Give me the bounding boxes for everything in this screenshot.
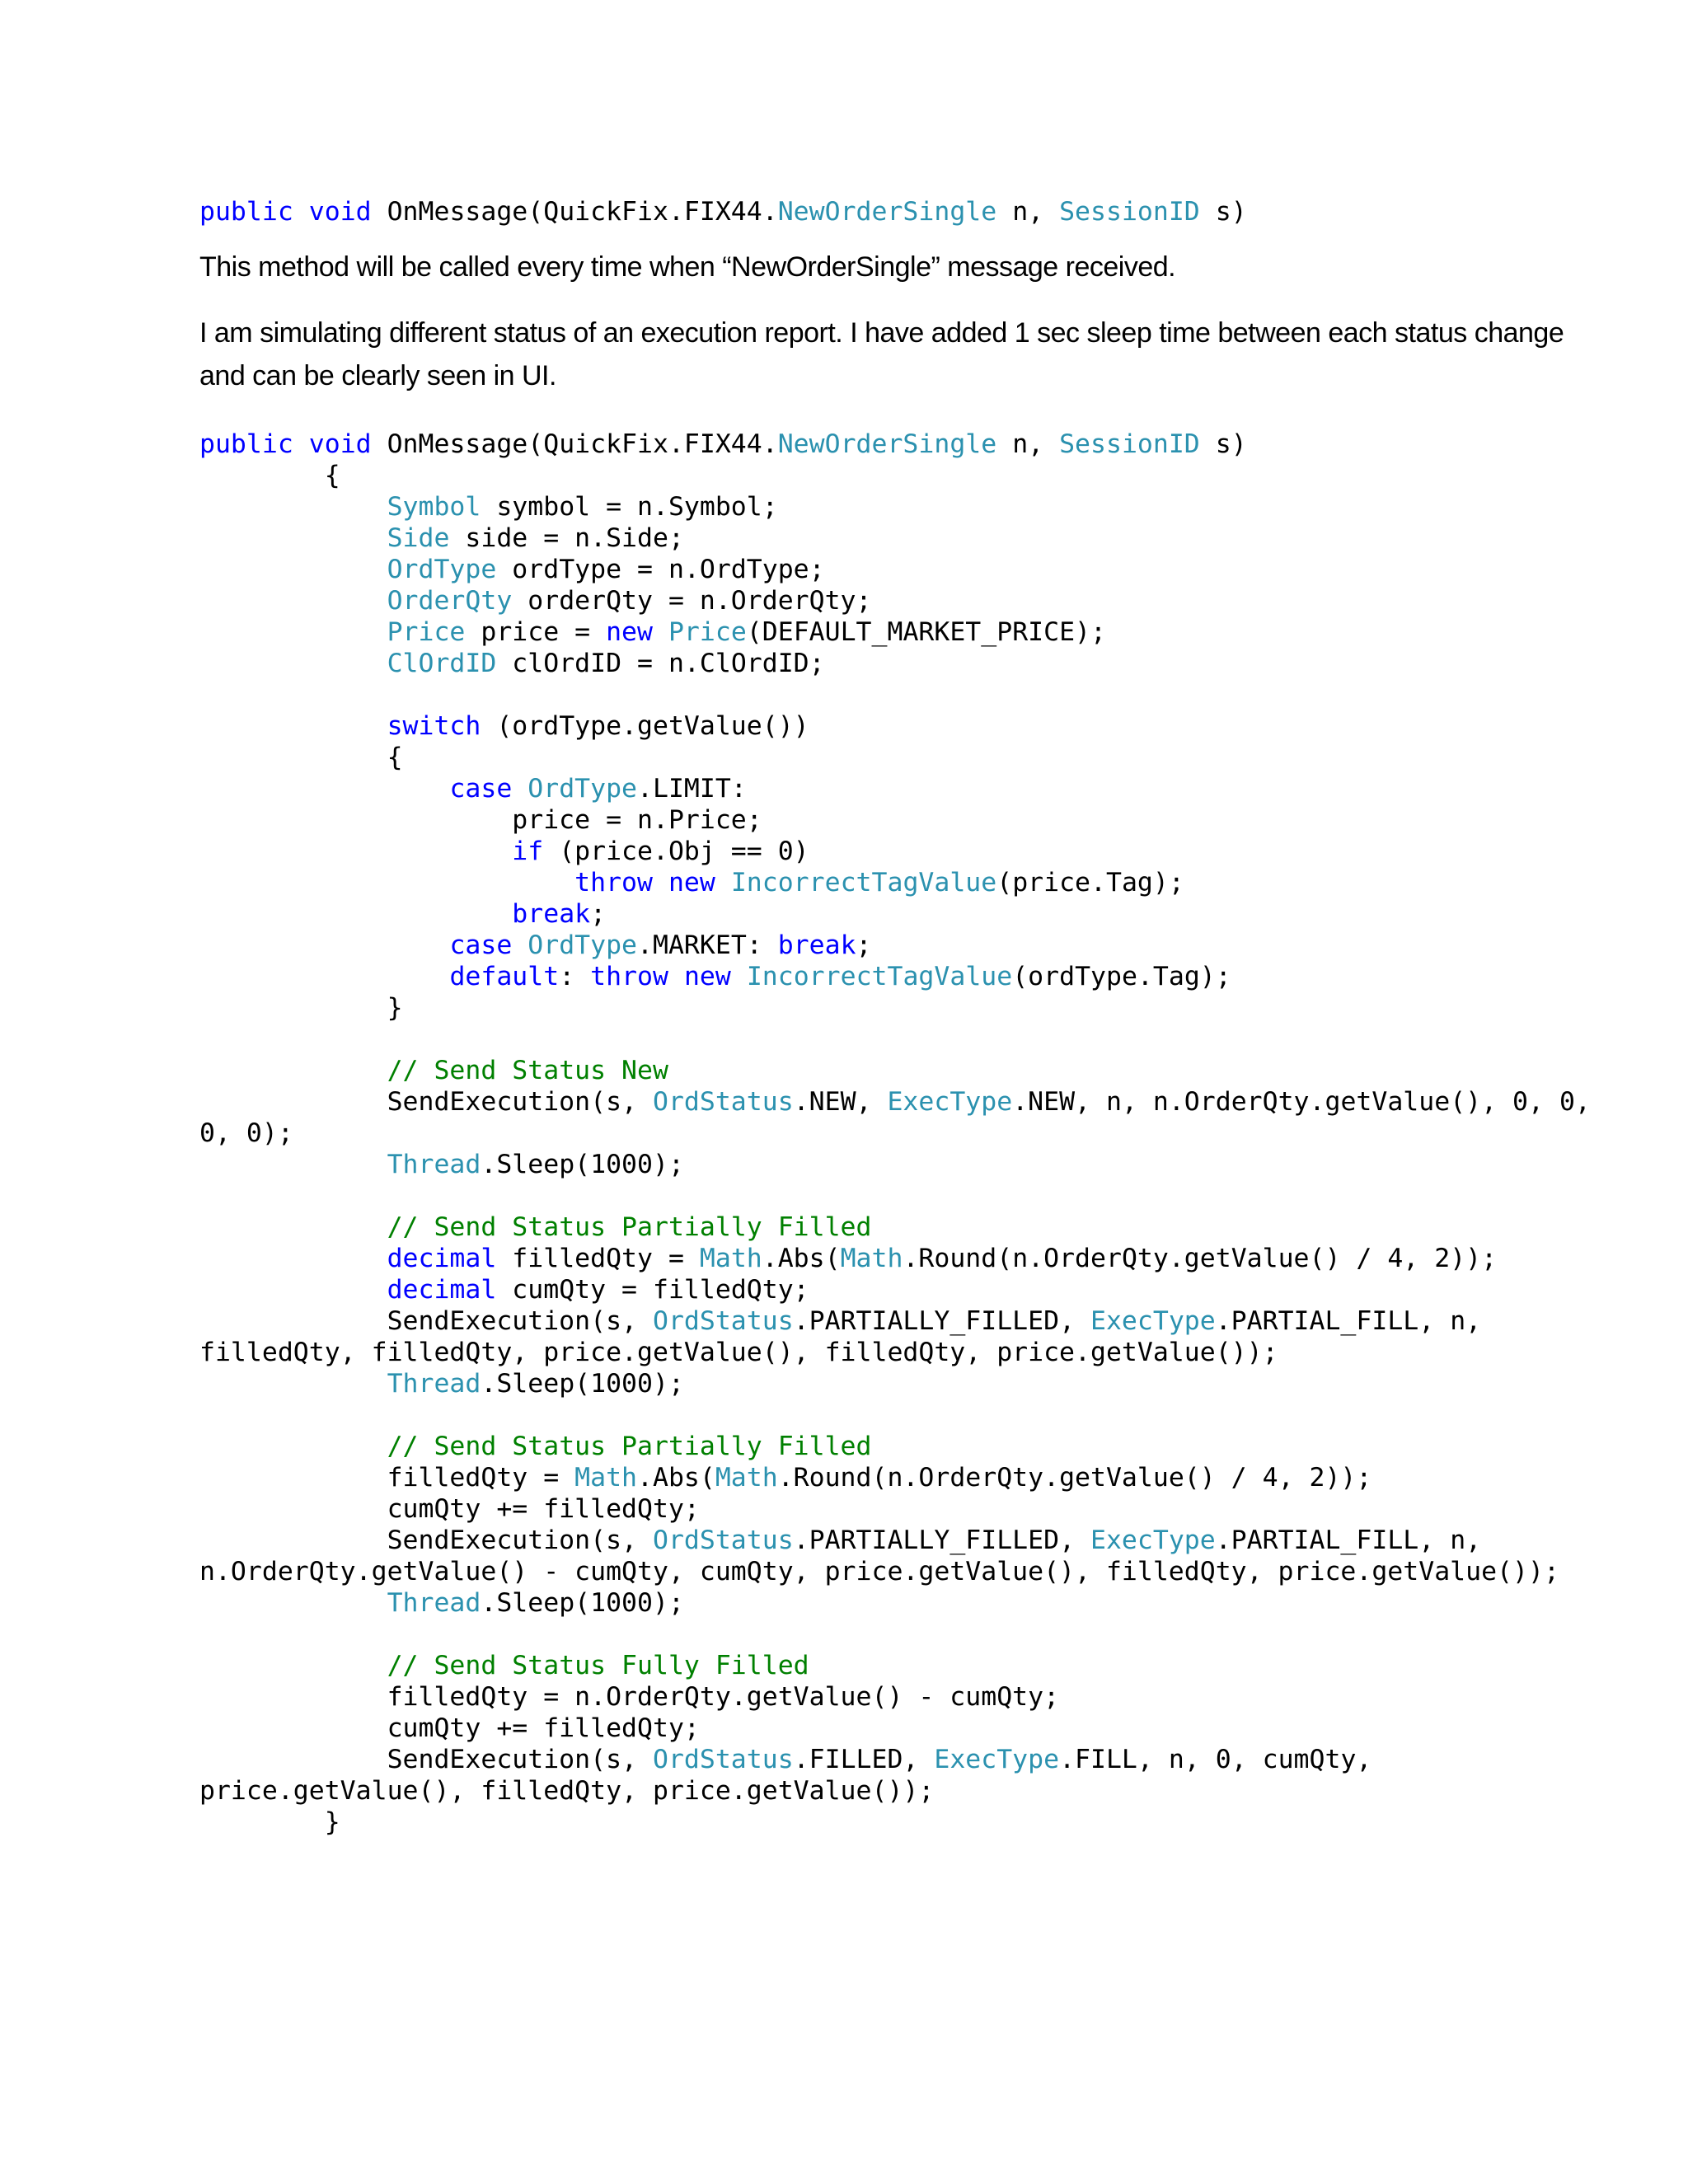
- code-line: [199, 1807, 1601, 1838]
- code-token: [199, 1244, 387, 1273]
- code-token: ordType = n.OrdType;: [496, 555, 825, 584]
- code-token: [199, 649, 387, 678]
- code-token: Math: [699, 1244, 762, 1273]
- code-token: ClOrdID: [387, 649, 497, 678]
- code-token: (DEFAULT_MARKET_PRICE);: [746, 617, 1106, 647]
- code-line: [199, 930, 1601, 961]
- code-line: [199, 804, 1601, 836]
- code-line: [199, 1212, 1601, 1243]
- code-token: cumQty += filledQty;: [199, 1494, 700, 1524]
- code-token: [199, 711, 387, 741]
- paragraph-simulation-description: I am simulating different status of an execution report. I have added 1 sec sleep time between each status change and can be clearly seen in UI.: [199, 317, 1564, 391]
- paragraph-method-description: This method will be called every time when “NewOrderSingle” message received.: [199, 251, 1176, 283]
- code-token: {: [199, 461, 340, 490]
- code-token: :: [559, 962, 591, 991]
- code-line: [199, 1493, 1601, 1525]
- code-token: OrdStatus: [652, 1087, 794, 1117]
- code-line: [199, 710, 1601, 742]
- code-token: [199, 899, 512, 929]
- code-token: orderQty = n.OrderQty;: [512, 586, 872, 616]
- code-token: [199, 962, 449, 991]
- code-token: filledQty = n.OrderQty.getValue() - cumQty;: [199, 1682, 1060, 1712]
- code-token: .FILLED,: [793, 1745, 935, 1774]
- code-token: throw: [574, 868, 653, 898]
- code-token: ExecType: [1090, 1526, 1216, 1555]
- code-line: [199, 1243, 1601, 1274]
- code-token: [199, 1056, 387, 1085]
- code-token: [199, 492, 387, 522]
- code-token: [512, 774, 528, 804]
- code-token: void: [308, 429, 372, 459]
- code-token: .Round(n.OrderQty.getValue() / 4, 2));: [903, 1244, 1498, 1273]
- code-token: [199, 1588, 387, 1618]
- code-line: [199, 1368, 1601, 1399]
- code-token: .PARTIAL_FILL, n,: [1215, 1306, 1482, 1336]
- code-line: [199, 867, 1601, 898]
- code-token: ;: [856, 930, 872, 960]
- code-token: }: [199, 993, 403, 1023]
- code-line: [199, 1525, 1601, 1556]
- code-token: OrdType: [528, 774, 638, 804]
- code-line: [199, 429, 1601, 460]
- code-token: break: [777, 930, 856, 960]
- code-token: // Send Status Partially Filled: [387, 1432, 872, 1461]
- code-token: n,: [996, 197, 1060, 227]
- code-line: [199, 1556, 1601, 1587]
- code-line: [199, 1274, 1601, 1305]
- code-token: .NEW,: [793, 1087, 888, 1117]
- code-token: [199, 523, 387, 553]
- code-token: switch: [387, 711, 481, 741]
- code-token: ;: [590, 899, 607, 929]
- code-line: [199, 1713, 1601, 1744]
- code-token: .Abs(: [637, 1463, 715, 1493]
- code-token: ExecType: [1090, 1306, 1216, 1336]
- code-token: Math: [715, 1463, 778, 1493]
- code-token: [199, 1150, 387, 1179]
- code-token: case: [449, 774, 513, 804]
- code-line: [199, 523, 1601, 554]
- code-line: [199, 1399, 1601, 1431]
- code-line: [199, 773, 1601, 804]
- code-token: price =: [465, 617, 607, 647]
- code-token: [199, 586, 387, 616]
- code-token: void: [308, 197, 372, 227]
- code-line: [199, 1149, 1601, 1180]
- code-token: [293, 197, 309, 227]
- code-token: ExecType: [887, 1087, 1013, 1117]
- code-line: [199, 616, 1601, 648]
- code-token: throw: [590, 962, 668, 991]
- code-token: .FILL, n, 0, cumQty,: [1059, 1745, 1372, 1774]
- code-token: filledQty =: [199, 1463, 575, 1493]
- code-token: .Sleep(1000);: [481, 1588, 684, 1618]
- code-token: Thread: [387, 1150, 481, 1179]
- code-token: new: [668, 868, 715, 898]
- code-token: cumQty = filledQty;: [496, 1275, 809, 1305]
- code-token: OrdStatus: [652, 1526, 794, 1555]
- code-token: [199, 837, 512, 866]
- code-line: [199, 1744, 1601, 1775]
- code-token: OnMessage(QuickFix.FIX44.: [371, 197, 778, 227]
- code-token: (ordType.Tag);: [1012, 962, 1231, 991]
- code-token: .PARTIAL_FILL, n,: [1215, 1526, 1482, 1555]
- code-token: Math: [574, 1463, 638, 1493]
- code-line: [199, 1180, 1601, 1212]
- code-token: .Sleep(1000);: [481, 1369, 684, 1399]
- code-token: OrdType: [528, 930, 638, 960]
- code-token: OrdType: [387, 555, 497, 584]
- code-line: [199, 1305, 1601, 1337]
- code-token: (price.Obj == 0): [543, 837, 809, 866]
- code-token: cumQty += filledQty;: [199, 1713, 700, 1743]
- code-token: Thread: [387, 1588, 481, 1618]
- code-token: symbol = n.Symbol;: [481, 492, 778, 522]
- code-line: [199, 648, 1601, 679]
- code-token: new: [606, 617, 653, 647]
- code-token: [199, 555, 387, 584]
- code-block: [199, 429, 1601, 1838]
- code-token: 0, 0);: [199, 1118, 293, 1148]
- code-token: // Send Status Fully Filled: [387, 1651, 809, 1680]
- code-token: decimal: [387, 1244, 497, 1273]
- code-token: .LIMIT:: [637, 774, 747, 804]
- code-token: [653, 617, 668, 647]
- code-token: Price: [387, 617, 466, 647]
- code-token: [199, 1369, 387, 1399]
- code-line: [199, 460, 1601, 491]
- code-line: [199, 554, 1601, 585]
- code-token: new: [683, 962, 731, 991]
- code-line: [199, 1462, 1601, 1493]
- code-token: SendExecution(s,: [199, 1526, 653, 1555]
- code-token: OrdStatus: [652, 1745, 794, 1774]
- code-token: Price: [668, 617, 747, 647]
- code-line: [199, 1587, 1601, 1619]
- code-token: public: [199, 197, 293, 227]
- code-token: (ordType.getValue()): [481, 711, 809, 741]
- code-token: .MARKET:: [637, 930, 778, 960]
- code-token: n.OrderQty.getValue() - cumQty, cumQty, price.getValue(), filledQty, price.getValue());: [199, 1557, 1559, 1586]
- code-token: OrdStatus: [652, 1306, 794, 1336]
- code-line: [199, 1086, 1601, 1118]
- code-token: [715, 868, 731, 898]
- code-line: [199, 1431, 1601, 1462]
- code-token: [199, 868, 574, 898]
- code-token: [731, 962, 747, 991]
- code-token: SessionID: [1059, 429, 1200, 459]
- code-token: SessionID: [1059, 197, 1200, 227]
- code-token: Symbol: [387, 492, 481, 522]
- code-token: SendExecution(s,: [199, 1306, 653, 1336]
- code-token: NewOrderSingle: [777, 197, 997, 227]
- code-line: [199, 1619, 1601, 1650]
- code-token: NewOrderSingle: [777, 429, 997, 459]
- code-token: OrderQty: [387, 586, 513, 616]
- code-token: Side: [387, 523, 450, 553]
- code-token: }: [199, 1807, 340, 1837]
- code-token: clOrdID = n.ClOrdID;: [496, 649, 825, 678]
- code-line: [199, 961, 1601, 992]
- code-token: .Sleep(1000);: [481, 1150, 684, 1179]
- code-token: public: [199, 429, 293, 459]
- code-token: OnMessage(QuickFix.FIX44.: [371, 429, 778, 459]
- code-line: [199, 1775, 1601, 1807]
- code-line: [199, 491, 1601, 523]
- code-token: s): [1199, 197, 1247, 227]
- code-token: SendExecution(s,: [199, 1745, 653, 1774]
- code-token: n,: [996, 429, 1060, 459]
- code-line: [199, 1650, 1601, 1681]
- code-token: default: [449, 962, 560, 991]
- code-token: IncorrectTagValue: [730, 868, 997, 898]
- code-line: [199, 679, 1601, 710]
- code-token: [199, 930, 449, 960]
- code-token: IncorrectTagValue: [746, 962, 1013, 991]
- code-token: [199, 1651, 387, 1680]
- code-line: [199, 1055, 1601, 1086]
- code-token: [668, 962, 684, 991]
- code-line: [199, 836, 1601, 867]
- code-token: [653, 868, 668, 898]
- code-token: // Send Status Partially Filled: [387, 1212, 872, 1242]
- code-token: [293, 429, 309, 459]
- document-content: [199, 196, 1601, 1838]
- code-token: .Abs(: [762, 1244, 841, 1273]
- code-token: [512, 930, 528, 960]
- code-token: [199, 774, 449, 804]
- code-token: s): [1199, 429, 1247, 459]
- code-token: break: [512, 899, 591, 929]
- code-token: ExecType: [934, 1745, 1060, 1774]
- code-token: (price.Tag);: [996, 868, 1184, 898]
- code-token: .PARTIALLY_FILLED,: [793, 1306, 1090, 1336]
- code-line: [199, 992, 1601, 1024]
- method-signature: [199, 196, 1601, 227]
- code-token: decimal: [387, 1275, 497, 1305]
- code-token: price = n.Price;: [199, 805, 762, 835]
- code-token: [199, 1212, 387, 1242]
- code-line: [199, 898, 1601, 930]
- code-token: Math: [840, 1244, 903, 1273]
- code-token: // Send Status New: [387, 1056, 668, 1085]
- code-token: price.getValue(), filledQty, price.getValue());: [199, 1776, 935, 1806]
- code-token: .Round(n.OrderQty.getValue() / 4, 2));: [777, 1463, 1372, 1493]
- code-token: side = n.Side;: [449, 523, 684, 553]
- code-line: [199, 742, 1601, 773]
- code-token: case: [449, 930, 513, 960]
- code-token: SendExecution(s,: [199, 1087, 653, 1117]
- code-line: [199, 1118, 1601, 1149]
- code-token: filledQty =: [496, 1244, 700, 1273]
- code-token: if: [512, 837, 544, 866]
- code-line: [199, 1681, 1601, 1713]
- code-token: Thread: [387, 1369, 481, 1399]
- code-token: [199, 617, 387, 647]
- code-token: [199, 1275, 387, 1305]
- code-token: filledQty, filledQty, price.getValue(), filledQty, price.getValue());: [199, 1338, 1278, 1367]
- code-token: .PARTIALLY_FILLED,: [793, 1526, 1090, 1555]
- code-token: [199, 1432, 387, 1461]
- code-line: [199, 1337, 1601, 1368]
- code-token: .NEW, n, n.OrderQty.getValue(), 0, 0,: [1012, 1087, 1591, 1117]
- code-line: [199, 585, 1601, 616]
- code-token: {: [199, 743, 403, 772]
- code-line: [199, 1024, 1601, 1055]
